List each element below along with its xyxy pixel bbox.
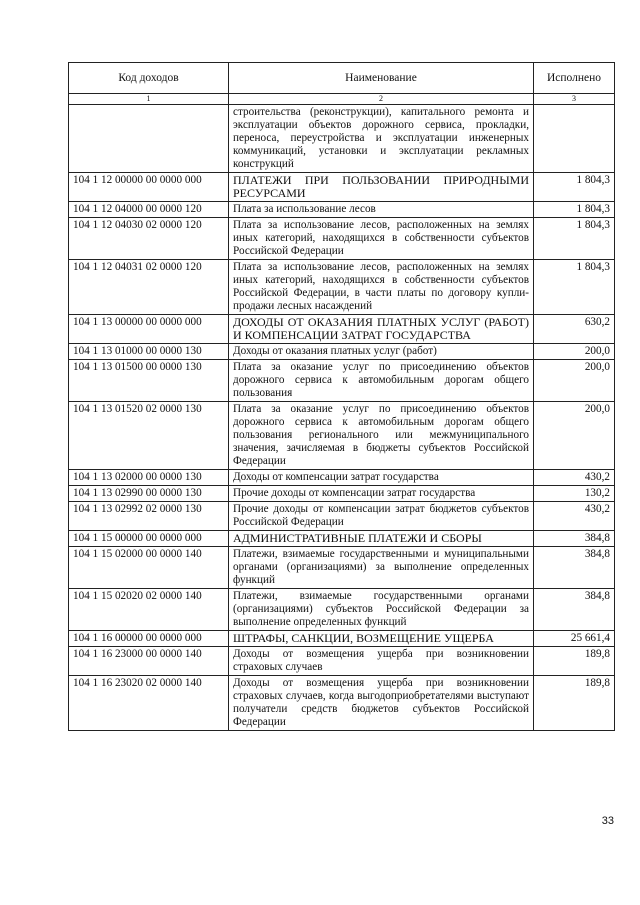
revenue-code: 104 1 13 01000 00 0000 130: [69, 344, 229, 360]
revenue-name: ПЛАТЕЖИ ПРИ ПОЛЬЗОВАНИИ ПРИРОДНЫМИ РЕСУРСАМИ: [229, 173, 534, 202]
revenue-name: Платежи, взимаемые государственными и муниципальными органами (организациями) за выполнение определенных функций: [229, 547, 534, 589]
header-value: Исполнено: [534, 63, 615, 94]
revenue-name: Прочие доходы от компенсации затрат государства: [229, 486, 534, 502]
revenue-code: 104 1 15 02020 02 0000 140: [69, 589, 229, 631]
revenue-name: Доходы от оказания платных услуг (работ): [229, 344, 534, 360]
table-header-row: [69, 63, 615, 94]
executed-amount: 1 804,3: [534, 260, 615, 315]
revenue-code: 104 1 12 04000 00 0000 120: [69, 202, 229, 218]
revenue-code: 104 1 13 01520 02 0000 130: [69, 402, 229, 470]
executed-amount: 430,2: [534, 470, 615, 486]
table-row: [69, 676, 615, 731]
revenue-code: 104 1 15 00000 00 0000 000: [69, 531, 229, 547]
executed-amount: 384,8: [534, 547, 615, 589]
revenue-name: строительства (реконструкции), капитального ремонта и эксплуатации объектов дорожного сервиса, прокладки, переноса, переустройства и эксплуатации инженерных коммуникаций, установки и эксплуатации рекламных конструкций: [229, 105, 534, 173]
revenue-name: Доходы от возмещения ущерба при возникновении страховых случаев: [229, 647, 534, 676]
executed-amount: 200,0: [534, 360, 615, 402]
table-row: [69, 218, 615, 260]
revenue-code: 104 1 12 00000 00 0000 000: [69, 173, 229, 202]
revenue-name: Прочие доходы от компенсации затрат бюджетов субъектов Российской Федерации: [229, 502, 534, 531]
table-row: [69, 360, 615, 402]
revenue-name: ДОХОДЫ ОТ ОКАЗАНИЯ ПЛАТНЫХ УСЛУГ (РАБОТ) И КОМПЕНСАЦИИ ЗАТРАТ ГОСУДАРСТВА: [229, 315, 534, 344]
revenue-name: Плата за оказание услуг по присоединению объектов дорожного сервиса к автомобильным дорогам общего пользования регионального или межмуниципального значения, зачисляемая в бюджеты субъектов Российской Федерации: [229, 402, 534, 470]
table-row: [69, 531, 615, 547]
executed-amount: 1 804,3: [534, 218, 615, 260]
revenue-code: [69, 105, 229, 173]
table-row: [69, 315, 615, 344]
table-row: [69, 344, 615, 360]
table-row: [69, 589, 615, 631]
executed-amount: 200,0: [534, 402, 615, 470]
executed-amount: 189,8: [534, 647, 615, 676]
page-number: 33: [601, 815, 614, 827]
revenue-name: ШТРАФЫ, САНКЦИИ, ВОЗМЕЩЕНИЕ УЩЕРБА: [229, 631, 534, 647]
revenue-code: 104 1 13 02990 00 0000 130: [69, 486, 229, 502]
executed-amount: 1 804,3: [534, 202, 615, 218]
column-number-row: [69, 94, 615, 105]
revenue-code: 104 1 13 02992 02 0000 130: [69, 502, 229, 531]
revenue-name: Платежи, взимаемые государственными органами (организациями) субъектов Российской Федерации за выполнение определенных функций: [229, 589, 534, 631]
revenue-name: Плата за использование лесов, расположенных на землях иных категорий, находящихся в собственности субъектов Российской Федерации, в части платы по договору купли-продажи лесных насаждений: [229, 260, 534, 315]
table-row: [69, 502, 615, 531]
table-row: [69, 173, 615, 202]
table-row: [69, 547, 615, 589]
revenue-name: Плата за использование лесов: [229, 202, 534, 218]
executed-amount: 384,8: [534, 531, 615, 547]
executed-amount: 189,8: [534, 676, 615, 731]
revenue-table: [68, 62, 615, 731]
revenue-code: 104 1 13 02000 00 0000 130: [69, 470, 229, 486]
table-row: [69, 470, 615, 486]
table-row: [69, 647, 615, 676]
revenue-code: 104 1 15 02000 00 0000 140: [69, 547, 229, 589]
column-number: 3: [534, 94, 615, 105]
table-row: [69, 202, 615, 218]
table-row: [69, 402, 615, 470]
revenue-code: 104 1 16 00000 00 0000 000: [69, 631, 229, 647]
revenue-code: 104 1 12 04030 02 0000 120: [69, 218, 229, 260]
executed-amount: 200,0: [534, 344, 615, 360]
revenue-code: 104 1 16 23020 02 0000 140: [69, 676, 229, 731]
revenue-code: 104 1 13 01500 00 0000 130: [69, 360, 229, 402]
executed-amount: 25 661,4: [534, 631, 615, 647]
column-number: 2: [229, 94, 534, 105]
revenue-name: АДМИНИСТРАТИВНЫЕ ПЛАТЕЖИ И СБОРЫ: [229, 531, 534, 547]
executed-amount: 1 804,3: [534, 173, 615, 202]
table-row: [69, 105, 615, 173]
executed-amount: [534, 105, 615, 173]
executed-amount: 384,8: [534, 589, 615, 631]
revenue-name: Плата за использование лесов, расположенных на землях иных категорий, находящихся в собственности субъектов Российской Федерации: [229, 218, 534, 260]
revenue-code: 104 1 16 23000 00 0000 140: [69, 647, 229, 676]
table-row: [69, 260, 615, 315]
executed-amount: 130,2: [534, 486, 615, 502]
table-row: [69, 631, 615, 647]
revenue-code: 104 1 13 00000 00 0000 000: [69, 315, 229, 344]
column-number: 1: [69, 94, 229, 105]
revenue-name: Доходы от возмещения ущерба при возникновении страховых случаев, когда выгодоприобретателями выступают получатели средств бюджетов субъектов Российской Федерации: [229, 676, 534, 731]
executed-amount: 630,2: [534, 315, 615, 344]
executed-amount: 430,2: [534, 502, 615, 531]
header-code: Код доходов: [69, 63, 229, 94]
table-row: [69, 486, 615, 502]
revenue-code: 104 1 12 04031 02 0000 120: [69, 260, 229, 315]
revenue-name: Плата за оказание услуг по присоединению объектов дорожного сервиса к автомобильным дорогам общего пользования: [229, 360, 534, 402]
header-name: Наименование: [229, 63, 534, 94]
revenue-name: Доходы от компенсации затрат государства: [229, 470, 534, 486]
